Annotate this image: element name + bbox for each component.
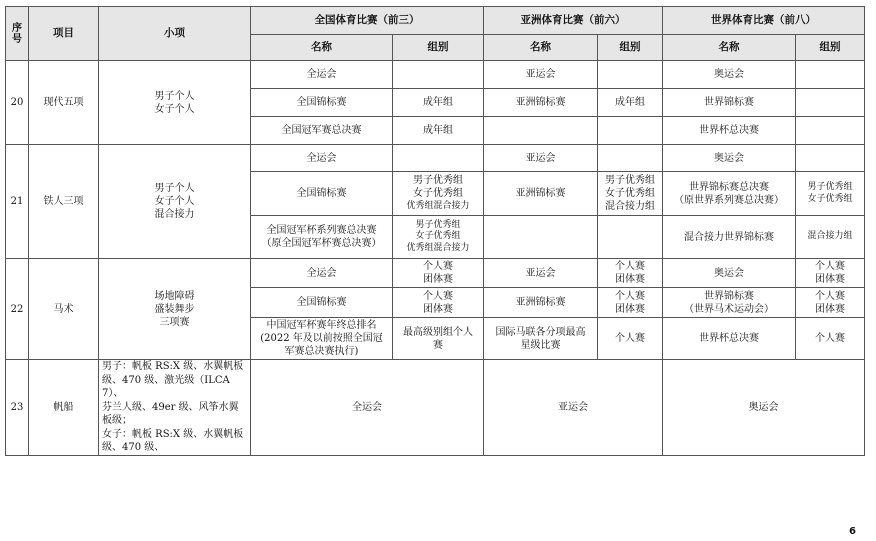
national-group	[393, 61, 484, 89]
national-event: 全国冠军赛总决赛	[251, 117, 393, 145]
asian-group	[598, 216, 663, 259]
national-event: 全国锦标赛	[251, 288, 393, 318]
asian-group: 个人赛 团体赛	[598, 288, 663, 318]
project-name: 马术	[29, 259, 99, 360]
asian-event	[484, 117, 598, 145]
header-world-name: 名称	[663, 35, 796, 61]
national-event: 全国冠军杯系列赛总决赛 （原全国冠军杯赛总决赛）	[251, 216, 393, 259]
world-group: 个人赛	[796, 318, 865, 360]
world-group	[796, 89, 865, 117]
asian-group: 男子优秀组 女子优秀组 混合接力组	[598, 172, 663, 216]
header-seq: 序号	[6, 7, 29, 61]
asian-event: 亚运会	[484, 61, 598, 89]
world-group	[796, 145, 865, 172]
world-group: 个人赛 团体赛	[796, 259, 865, 288]
row-number: 21	[6, 145, 29, 259]
page-number: 6	[849, 526, 856, 537]
world-event: 世界锦标赛总决赛 （原世界系列赛总决赛）	[663, 172, 796, 216]
header-asian-group: 组别	[598, 35, 663, 61]
header-national: 全国体育比赛（前三）	[251, 7, 484, 35]
table-row	[6, 61, 865, 89]
row-number: 20	[6, 61, 29, 145]
asian-event: 亚洲锦标赛	[484, 89, 598, 117]
national-group: 成年组	[393, 89, 484, 117]
world-group	[796, 117, 865, 145]
header-national-group: 组别	[393, 35, 484, 61]
asian-event: 亚运会	[484, 145, 598, 172]
table-row	[6, 145, 865, 172]
national-group: 男子优秀组 女子优秀组 优秀组混合接力	[393, 216, 484, 259]
sport-events-table	[5, 6, 865, 456]
world-event: 世界锦标赛	[663, 89, 796, 117]
header-subitem: 小项	[99, 7, 251, 61]
header-world-group: 组别	[796, 35, 865, 61]
national-event: 全运会	[251, 360, 484, 456]
national-group: 成年组	[393, 117, 484, 145]
asian-group	[598, 117, 663, 145]
asian-event: 亚运会	[484, 259, 598, 288]
asian-event: 亚洲锦标赛	[484, 288, 598, 318]
world-event: 世界杯总决赛	[663, 318, 796, 360]
world-event: 世界锦标赛 （世界马术运动会）	[663, 288, 796, 318]
row-number: 22	[6, 259, 29, 360]
national-group: 个人赛 团体赛	[393, 259, 484, 288]
header-project: 项目	[29, 7, 99, 61]
header-national-name: 名称	[251, 35, 393, 61]
national-event: 全国锦标赛	[251, 172, 393, 216]
asian-group: 成年组	[598, 89, 663, 117]
world-group	[796, 61, 865, 89]
subitem-list: 男子：帆板 RS:X 级、水翼帆板 级、470 级、激光级（ILCA 7）、 芬兰人级、49er 级、风筝水翼 板级； 女子：帆板 RS:X 级、水翼帆板 级、470 级、	[99, 360, 251, 456]
national-group	[393, 145, 484, 172]
project-name: 帆船	[29, 360, 99, 456]
national-group: 个人赛 团体赛	[393, 288, 484, 318]
asian-group: 个人赛 团体赛	[598, 259, 663, 288]
world-event: 奥运会	[663, 259, 796, 288]
world-group: 个人赛 团体赛	[796, 288, 865, 318]
world-event: 世界杯总决赛	[663, 117, 796, 145]
asian-group	[598, 61, 663, 89]
header-asian: 亚洲体育比赛（前六）	[484, 7, 663, 35]
asian-event: 亚运会	[484, 360, 663, 456]
subitem-list: 男子个人 女子个人	[99, 61, 251, 145]
world-group: 男子优秀组 女子优秀组	[796, 172, 865, 216]
national-event: 全国锦标赛	[251, 89, 393, 117]
national-event: 中国冠军杯赛年终总排名 (2022 年及以前按照全国冠 军赛总决赛执行)	[251, 318, 393, 360]
asian-event: 国际马联各分项最高 星级比赛	[484, 318, 598, 360]
header-row-1	[6, 7, 865, 35]
project-name: 现代五项	[29, 61, 99, 145]
national-event: 全运会	[251, 259, 393, 288]
world-event: 奥运会	[663, 360, 865, 456]
row-number: 23	[6, 360, 29, 456]
header-asian-name: 名称	[484, 35, 598, 61]
asian-group: 个人赛	[598, 318, 663, 360]
world-event: 奥运会	[663, 145, 796, 172]
header-world: 世界体育比赛（前八）	[663, 7, 865, 35]
national-event: 全运会	[251, 61, 393, 89]
national-event: 全运会	[251, 145, 393, 172]
world-group: 混合接力组	[796, 216, 865, 259]
world-event: 混合接力世界锦标赛	[663, 216, 796, 259]
national-group: 男子优秀组 女子优秀组 优秀组混合接力	[393, 172, 484, 216]
national-group: 最高级别组个人 赛	[393, 318, 484, 360]
asian-event: 亚洲锦标赛	[484, 172, 598, 216]
table-row	[6, 259, 865, 288]
subitem-list: 场地障碍 盛装舞步 三项赛	[99, 259, 251, 360]
asian-group	[598, 145, 663, 172]
project-name: 铁人三项	[29, 145, 99, 259]
subitem-list: 男子个人 女子个人 混合接力	[99, 145, 251, 259]
world-event: 奥运会	[663, 61, 796, 89]
table-row	[6, 360, 865, 456]
asian-event	[484, 216, 598, 259]
